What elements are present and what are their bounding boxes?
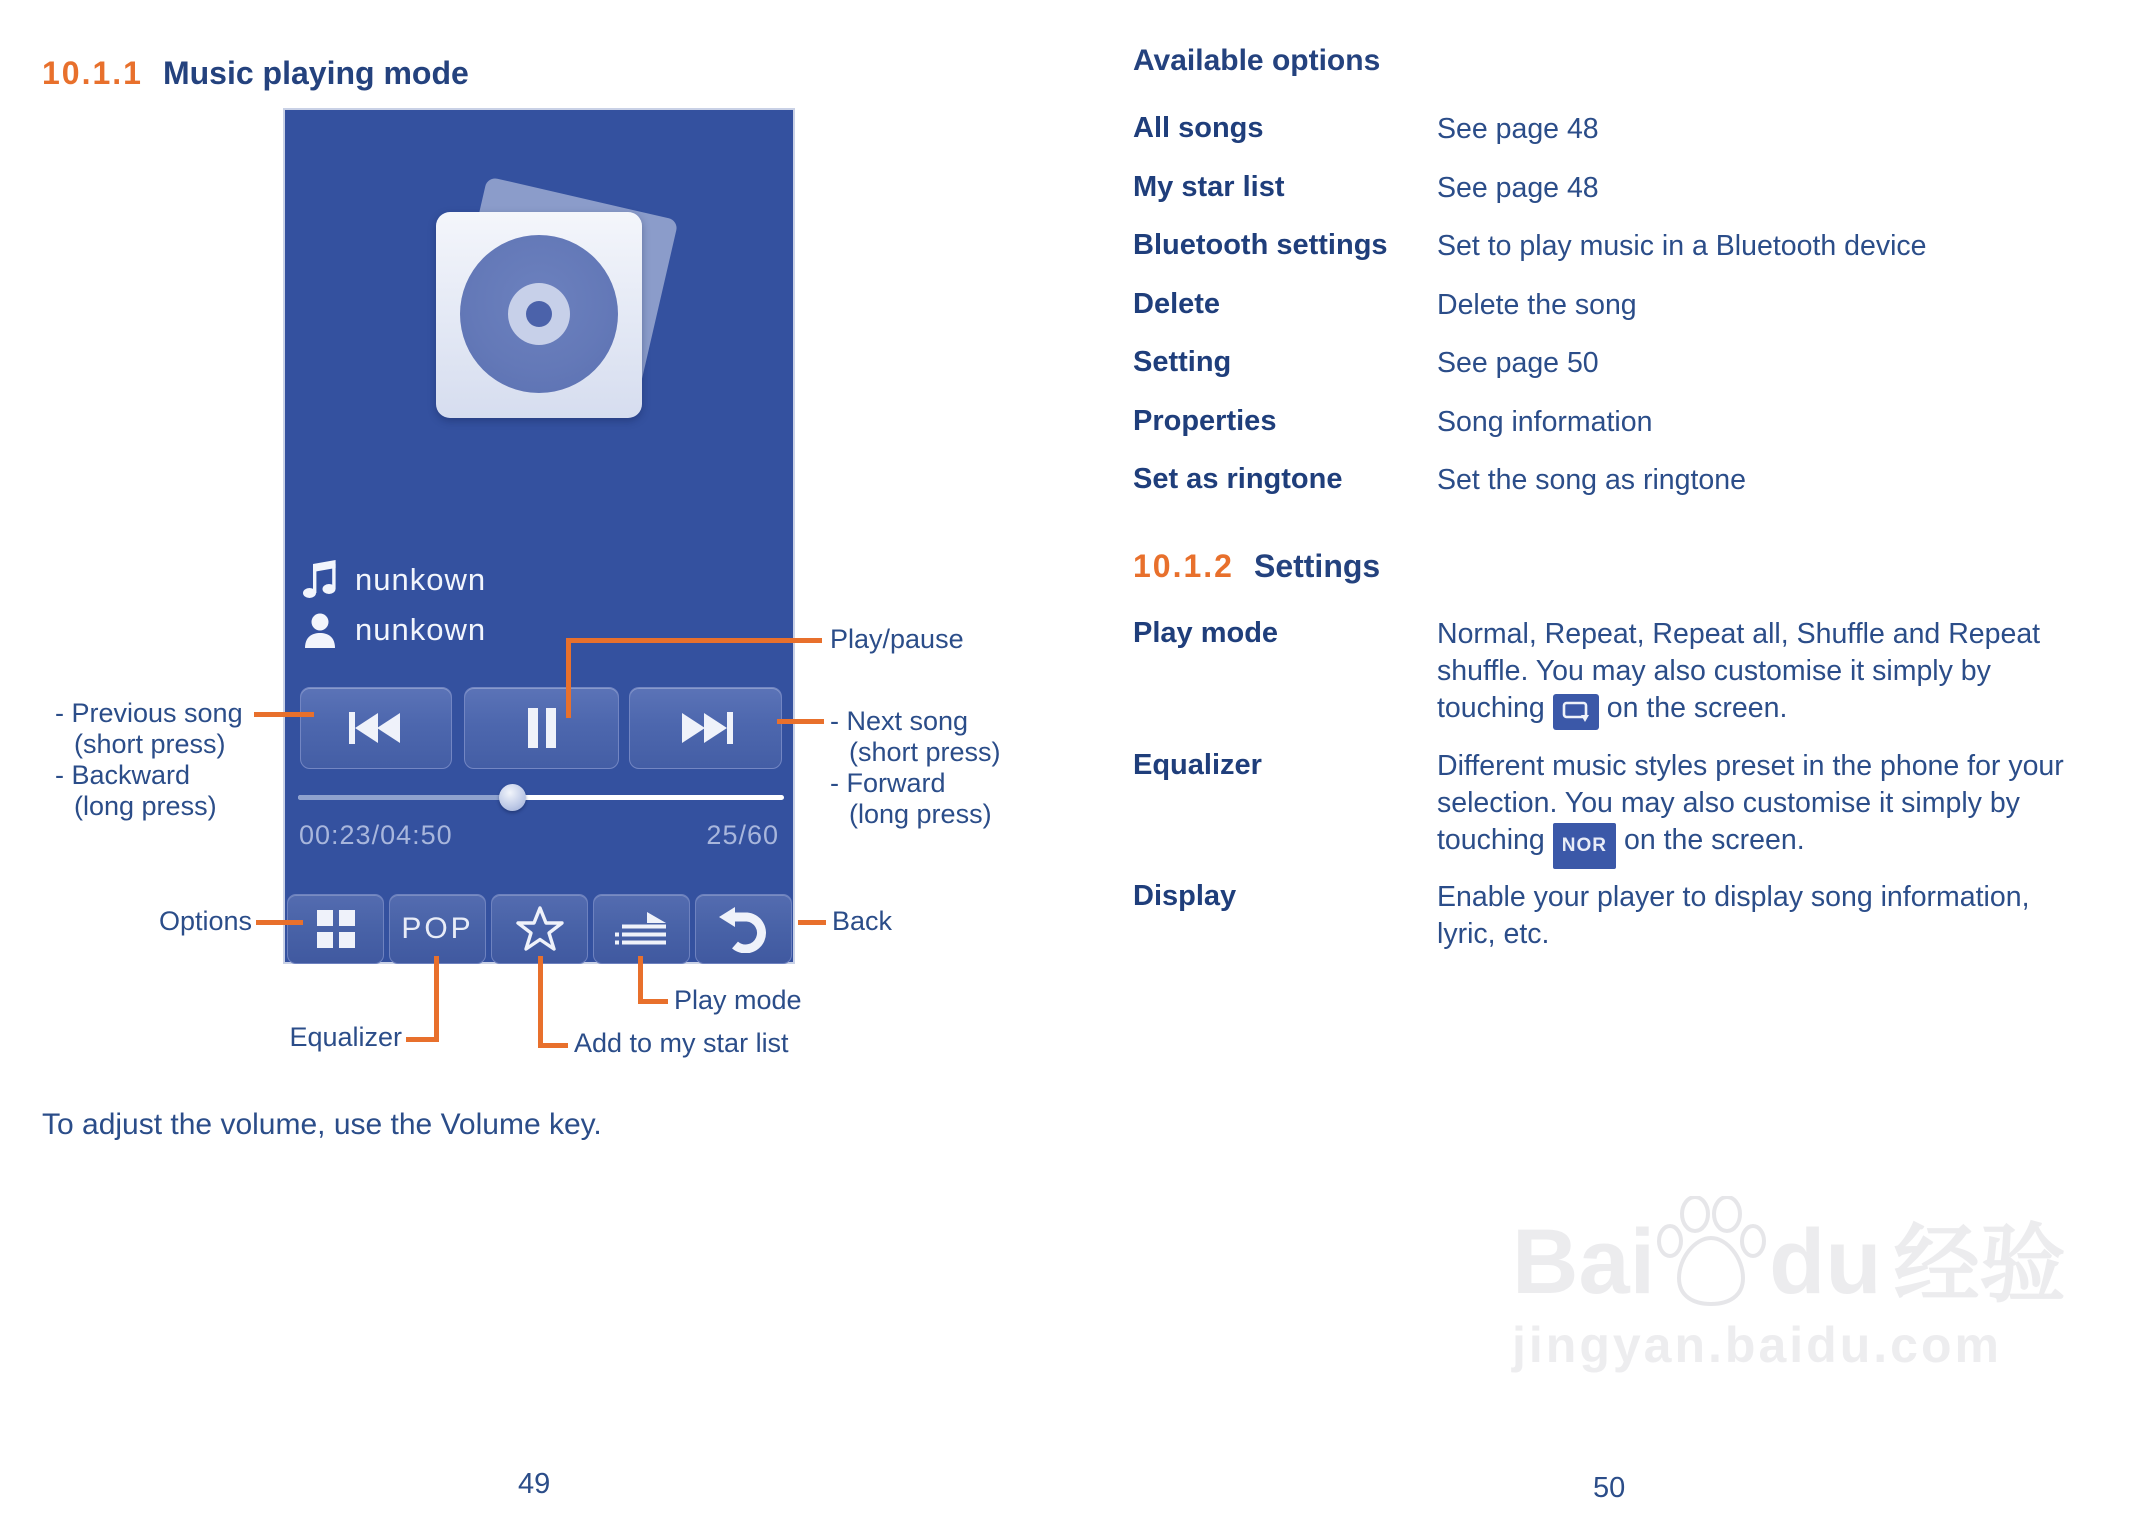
- progress-played: [298, 795, 512, 800]
- track-counter: 25/60: [706, 820, 779, 850]
- time-row: [299, 820, 779, 851]
- option-desc: Set to play music in a Bluetooth device: [1437, 230, 1927, 262]
- option-desc: See page 50: [1437, 347, 1599, 379]
- next-song-button[interactable]: [629, 687, 782, 769]
- callout-line-addstar-h: [538, 1043, 568, 1048]
- music-player-screen: [283, 108, 795, 964]
- person-icon: [303, 612, 337, 648]
- elapsed-total-time: 00:23/04:50: [299, 820, 453, 850]
- options-button[interactable]: [287, 894, 384, 964]
- callout-line-addstar-v: [538, 956, 543, 1048]
- option-desc: Delete the song: [1437, 289, 1637, 321]
- star-outline-icon: [515, 905, 565, 953]
- grid-icon: [316, 909, 356, 949]
- callout-line-equalizer-v: [434, 956, 439, 1042]
- available-options-heading: Available options: [1133, 44, 1381, 77]
- section-number: 10.1.1: [42, 55, 143, 92]
- music-note-icon: [303, 560, 337, 600]
- callout-equalizer: Equalizer: [289, 1022, 402, 1052]
- play-mode-button[interactable]: [593, 894, 690, 964]
- song-title-row: [303, 560, 486, 600]
- setting-term-equalizer: Equalizer: [1133, 749, 1262, 781]
- nor-badge: NOR: [1553, 823, 1616, 869]
- setting-term-display: Display: [1133, 880, 1237, 912]
- section-number: 10.1.2: [1133, 548, 1234, 584]
- option-term: All songs: [1133, 112, 1264, 144]
- playlist-order-icon: [615, 912, 669, 946]
- option-desc: Set the song as ringtone: [1437, 464, 1746, 496]
- callout-next-song: - Next song (short press) - Forward (long press): [830, 706, 1001, 829]
- callout-play-mode: Play mode: [674, 985, 802, 1015]
- option-desc: See page 48: [1437, 172, 1599, 204]
- equalizer-button[interactable]: [389, 894, 486, 964]
- play-pause-button[interactable]: [464, 687, 619, 769]
- callout-line-playpause-v: [566, 638, 571, 718]
- repeat-icon: [1553, 694, 1599, 730]
- watermark-brand-prefix: Bai: [1512, 1211, 1656, 1313]
- artist-name: nunkown: [355, 612, 487, 647]
- artist-row: [303, 612, 486, 648]
- pause-icon: [525, 706, 559, 750]
- option-term: Delete: [1133, 288, 1221, 320]
- callout-previous-song: - Previous song (short press) - Backward (long press): [55, 698, 243, 821]
- callout-line-playmode-v: [638, 956, 643, 1004]
- back-button[interactable]: [695, 894, 792, 964]
- baidu-paw-icon: [1657, 1196, 1767, 1308]
- back-arrow-icon: [718, 905, 770, 953]
- progress-track[interactable]: [298, 795, 784, 800]
- song-title: nunkown: [355, 562, 487, 597]
- option-desc: Song information: [1437, 406, 1653, 438]
- section-heading-10-1-2: [1133, 548, 1380, 585]
- volume-note: To adjust the volume, use the Volume key.: [42, 1108, 602, 1141]
- option-term: Setting: [1133, 346, 1232, 378]
- callout-line-playpause-h: [566, 638, 822, 643]
- option-desc: See page 48: [1437, 113, 1599, 145]
- callout-line-playmode-h: [638, 999, 668, 1004]
- option-term: Set as ringtone: [1133, 463, 1343, 495]
- player-toolbar: [287, 894, 795, 964]
- previous-track-icon: [345, 709, 407, 747]
- section-title: Settings: [1253, 548, 1381, 584]
- callout-options: Options: [158, 906, 252, 936]
- section-heading-10-1-1: [42, 55, 469, 92]
- album-art: [436, 212, 642, 418]
- page-number-right: 50: [1593, 1472, 1626, 1504]
- section-title: Music playing mode: [162, 55, 469, 92]
- callout-add-to-star: Add to my star list: [574, 1028, 789, 1058]
- callout-line-back: [798, 920, 826, 925]
- previous-song-button[interactable]: [300, 687, 452, 769]
- callout-back: Back: [832, 906, 893, 936]
- option-term: My star list: [1133, 171, 1285, 203]
- watermark-brand-suffix: du: [1769, 1211, 1882, 1313]
- option-term: Properties: [1133, 405, 1277, 437]
- progress-knob[interactable]: [499, 784, 526, 811]
- cd-disc-icon: [460, 235, 618, 393]
- add-to-star-list-button[interactable]: [491, 894, 588, 964]
- equalizer-button-label: POP: [401, 912, 474, 945]
- watermark-brand-cn: 经验: [1893, 1217, 2066, 1313]
- page-number-left: 49: [518, 1468, 551, 1500]
- baidu-logo: [1512, 1196, 2066, 1313]
- setting-desc-equalizer: Different music styles preset in the phone for your selection. You may also customise it simply by touching NOR on the screen.: [1437, 748, 2077, 869]
- baidu-watermark: [1512, 1196, 2066, 1374]
- callout-line-next: [777, 719, 824, 724]
- next-track-icon: [675, 709, 737, 747]
- setting-term-play-mode: Play mode: [1133, 617, 1279, 649]
- watermark-url: jingyan.baidu.com: [1512, 1317, 2002, 1373]
- callout-line-options: [256, 920, 303, 925]
- callout-line-previous: [254, 712, 314, 717]
- setting-desc-play-mode: Normal, Repeat, Repeat all, Shuffle and Repeat shuffle. You may also customise it simply by touching on the screen.: [1437, 616, 2077, 730]
- option-term: Bluetooth settings: [1133, 229, 1388, 261]
- setting-desc-display: Enable your player to display song information, lyric, etc.: [1437, 881, 2030, 950]
- callout-play-pause: Play/pause: [830, 624, 964, 654]
- callout-line-equalizer-h: [406, 1037, 439, 1042]
